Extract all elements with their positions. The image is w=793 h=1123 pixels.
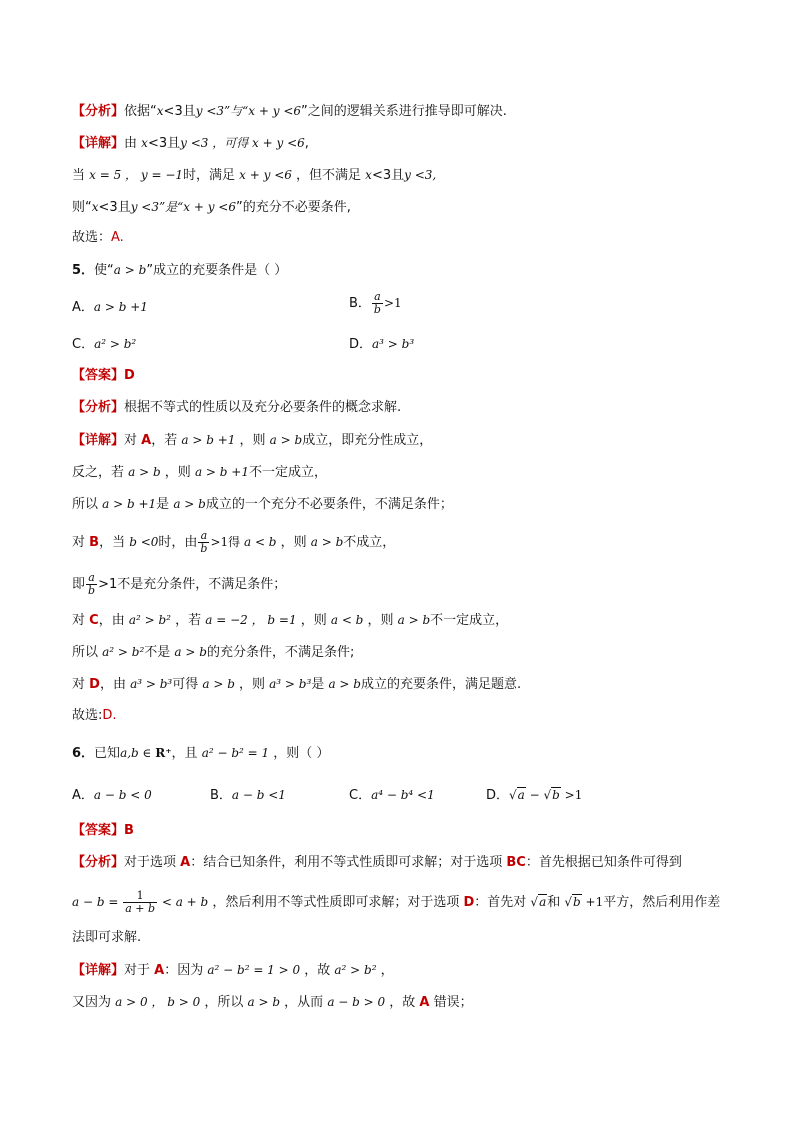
q6-option-c: C．a⁴ − b⁴ <1 [349, 788, 435, 803]
q6-option-a: A．a − b < 0 [72, 788, 152, 803]
q5-analysis: 【分析】根据不等式的性质以及充分必要条件的概念求解. [72, 400, 402, 415]
q5-detail-6: 对 C，由 a² > b² ，若 a = −2 ， b =1 ，则 a < b ，则 a > b不一定成立， [72, 613, 509, 628]
q5-detail-8: 对 D，由 a³ > b³可得 a > b ，则 a³ > b³是 a > b成立的充要条件，满足题意. [72, 677, 522, 692]
q5-detail-5: 即 $\frac{a}{b}$ >1不是充分条件，不满足条件； [72, 571, 287, 597]
q5-option-d: D．a³ > b³ [349, 337, 415, 352]
q6-detail-1: 【详解】对于 A：因为 a² − b² = 1 > 0 ，故 a² > b² ， [72, 963, 394, 978]
sqrt-b: √b [543, 788, 560, 802]
analysis-line-1: 【分析】依据“x<3且y <3”与“x + y <6”之间的逻辑关系进行推导即可解决. [72, 104, 507, 119]
sqrt-a: √a [509, 788, 525, 802]
q6-option-b: B．a − b <1 [210, 788, 286, 803]
q5-option-b: B． $\frac{a}{b}$ >1 [349, 290, 402, 316]
q6-analysis-1: 【分析】对于选项 A：结合已知条件，利用不等式性质即可求解；对于选项 BC：首先根据已知条件可得到 [72, 855, 682, 870]
q5-detail-1: 【详解】对 A，若 a > b +1 ，则 a > b成立，即充分性成立， [72, 433, 433, 448]
detail-line-1: 【详解】由 x<3且y <3 ，可得 x + y <6, [72, 136, 309, 151]
answer-tag: 【答案】 [72, 368, 125, 383]
q6-analysis-3: 法即可求解. [72, 930, 142, 945]
q5-choice: 故选:D. [72, 708, 117, 723]
q5-answer: 【答案】D [72, 368, 135, 383]
q5-detail-2: 反之，若 a > b ，则 a > b +1不一定成立， [72, 465, 327, 480]
question-5: 5．使“a > b”成立的充要条件是（ ） [72, 263, 288, 278]
q5-detail-7: 所以 a² > b²不是 a > b的充分条件，不满足条件; [72, 645, 355, 660]
analysis-tag: 【分析】 [72, 104, 125, 119]
q5-option-a: A．a > b +1 [72, 300, 148, 315]
q5-detail-4: 对 B，当 b <0时，由 $\frac{a}{b}$ >1得 a < b ，则 a > b不成立， [72, 529, 396, 555]
detail-line-2: 当 x = 5 ， y = −1时，满足 x + y <6 ，但不满足 x<3且y <3, [72, 168, 437, 183]
q6-detail-2: 又因为 a > 0 ， b > 0 ，所以 a > b ，从而 a − b > 0 ，故 A 错误； [72, 995, 473, 1010]
q6-option-d: D．√a − √b >1 [486, 788, 583, 803]
choice-line: 故选：A. [72, 230, 124, 245]
q6-analysis-2: a − b = $\frac{1}{a + b}$ < a + b ，然后利用不等式性质即可求解；对于选项 D：首先对 √a和 √b +1平方，然后利用作差 [72, 889, 721, 915]
detail-line-3: 则“x<3且y <3”是“x + y <6”的充分不必要条件, [72, 200, 351, 215]
question-6: 6．已知a,b ∈ R⁺，且 a² − b² = 1 ，则（ ） [72, 746, 330, 761]
q6-answer: 【答案】B [72, 823, 134, 838]
detail-tag: 【详解】 [72, 136, 125, 151]
q5-detail-3: 所以 a > b +1是 a > b成立的一个充分不必要条件，不满足条件； [72, 497, 453, 512]
q5-option-c: C．a² > b² [72, 337, 137, 352]
